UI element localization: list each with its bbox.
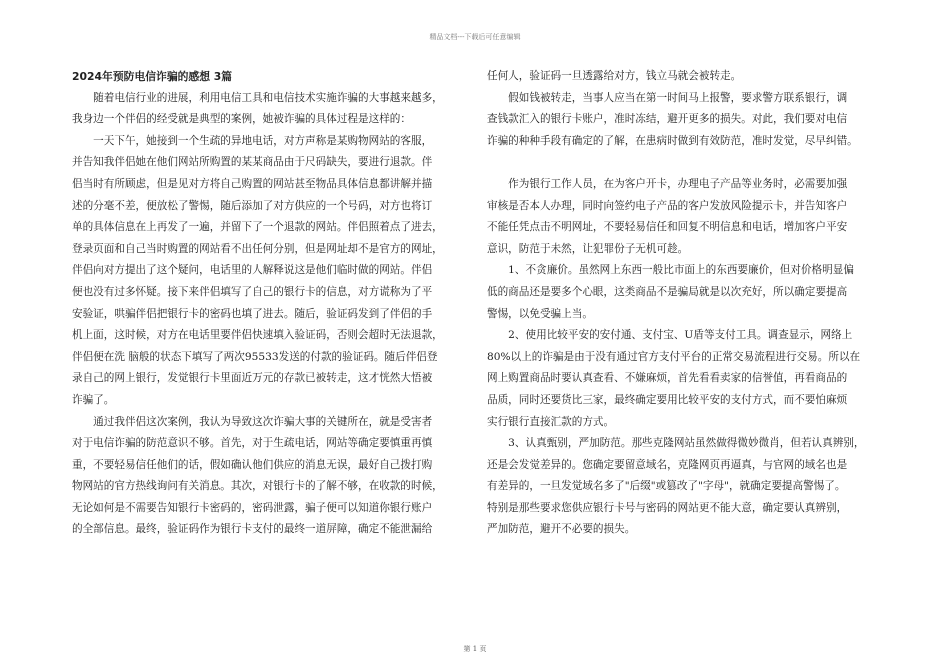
text-line: 便也没有过多怀疑。接下来伴侣填写了自己的银行卡的信息，对方谎称为了平	[72, 285, 433, 298]
text-line: 诈骗的种种手段有确定的了解，在患病时做到有效防范，准时发觉，尽早纠错。	[487, 134, 858, 147]
text-line: 实行银行直接汇款的方式。	[487, 415, 615, 428]
right-body	[487, 66, 882, 541]
text-line: 品质，同时还要货比三家，最终确定要用比较平安的支付方式，而不要怕麻烦	[487, 393, 848, 406]
text-line: 假如钱被转走，当事人应当在第一时间马上报警，要求警方联系银行，调	[487, 91, 848, 104]
text-line: 查钱款汇入的银行卡账户，准时冻结，避开更多的损失。对此，我们要对电信	[487, 113, 848, 126]
text-line: 无论如何是不需要告知银行卡密码的，密码泄露，骗子便可以知道你银行账户	[72, 501, 433, 514]
text-line: 伴侣向对方提出了这个疑问，电话里的人解释说这是他们临时做的网站。伴侣	[72, 264, 433, 277]
text-line: 有差异的，一旦发觉域名多了"后缀"或篡改了"字母"，就确定要提高警惕了。	[487, 480, 846, 493]
text-line: 审核是否本人办理，同时向签约电子产品的客户发放风险提示卡，并告知客户	[487, 199, 848, 212]
page-footer: 第 1 页	[463, 645, 487, 653]
text-line: 的全部信息。最终，验证码作为银行卡支付的最终一道屏障，确定不能泄漏给	[72, 523, 433, 536]
text-line: 特别是那些要求您供应银行卡号与密码的网站更不能大意，确定要认真辨别，	[487, 501, 848, 514]
text-line: 录自己的网上银行，发觉银行卡里面近万元的存款已被转走，这才恍然大悟被	[72, 372, 433, 385]
text-line: 登录页面和自己当时购置的网站看不出任何分别，但是网址却不是官方的网址，	[72, 242, 443, 255]
blank-line	[487, 152, 882, 174]
text-line: 3、认真甄别，严加防范。那些克隆网站虽然做得微妙微肖，但若认真辨别，	[487, 437, 865, 450]
text-line: 安验证，哄骗伴侣把银行卡的密码也填了进去。随后，验证码发到了伴侣的手	[72, 307, 433, 320]
text-line: 对于电信诈骗的防范意识不够。首先，对于生疏电话，网站等确定要慎重再慎	[72, 437, 433, 450]
text-line: 通过我伴侣这次案例，我认为导致这次诈骗大事的关键所在，就是受害者	[72, 415, 433, 428]
text-line: 述的分毫不差，便放松了警惕，随后添加了对方供应的一个号码，对方也将订	[72, 199, 433, 212]
text-line: 侣当时有所顾虑，但是见对方将自己购置的网站甚至物品具体信息都讲解并描	[72, 177, 433, 190]
text-line: 机上面，这时候，对方在电话里要伴侣快速填入验证码，否则会超时无法退款，	[72, 329, 443, 342]
text-line: 作为银行工作人员，在为客户开卡，办理电子产品等业务时，必需要加强	[487, 177, 848, 190]
left-body	[72, 88, 467, 541]
text-line: 伴侣便在洗 脑般的状态下填写了两次95533发送的付款的验证码。随后伴侣登	[72, 350, 438, 363]
text-line: 1、不贪廉价。虽然网上东西一般比市面上的东西要廉价，但对价格明显偏	[487, 264, 854, 277]
text-line: 物网站的官方热线询问有关消息。其次，对银行卡的了解不够，在收款的时候，	[72, 480, 443, 493]
text-line: 还是会发觉差异的。您确定要留意域名，克隆网页再逼真，与官网的域名也是	[487, 458, 848, 471]
text-line: 并告知我伴侣她在他们网站所购置的某某商品由于尺码缺失，要进行退款。伴	[72, 156, 433, 169]
text-line: 我身边一个伴侣的经受就是典型的案例，她被诈骗的具体过程是这样的：	[72, 113, 411, 126]
document-title: 2024年预防电信诈骗的感想 3篇	[72, 70, 233, 83]
left-column	[72, 66, 467, 541]
right-column	[487, 66, 882, 541]
text-line: 2、使用比较平安的安付通、支付宝、U盾等支付工具。调查显示，网络上	[487, 329, 853, 342]
text-line: 重，不要轻易信任他们的话，假如确认他们供应的消息无误，最好自己拨打购	[72, 458, 433, 471]
text-line: 警惕，以免受骗上当。	[487, 307, 593, 320]
text-line: 低的商品还是要多个心眼，这类商品不是骗局就是以次充好，所以确定要提高	[487, 285, 848, 298]
text-line: 不能任凭点击不明网址，不要轻易信任和回复不明信息和电话，增加客户平安	[487, 221, 848, 234]
page-header: 精品文档---下载后可任意编辑	[429, 33, 521, 41]
text-line: 80%以上的诈骗是由于没有通过官方支付平台的正常交易流程进行交易。所以在	[487, 350, 861, 363]
text-line: 严加防范，避开不必要的损失。	[487, 523, 636, 536]
text-line: 随着电信行业的进展，利用电信工具和电信技术实施诈骗的大事越来越多，	[72, 91, 443, 104]
text-line: 诈骗了。	[72, 393, 115, 406]
text-line: 一天下午，她接到一个生疏的异地电话，对方声称是某购物网站的客服，	[72, 134, 433, 147]
text-line: 单的具体信息在上再发了一遍，并留下了一个退款的网站。伴侣照着点了进去，	[72, 221, 443, 234]
text-line: 意识，防范于未然，让犯罪份子无机可趁。	[487, 242, 689, 255]
text-line: 任何人，验证码一旦透露给对方，钱立马就会被转走。	[487, 70, 742, 82]
text-line: 网上购置商品时要认真查看、不嫌麻烦，首先看看卖家的信誉值，再看商品的	[487, 372, 848, 385]
